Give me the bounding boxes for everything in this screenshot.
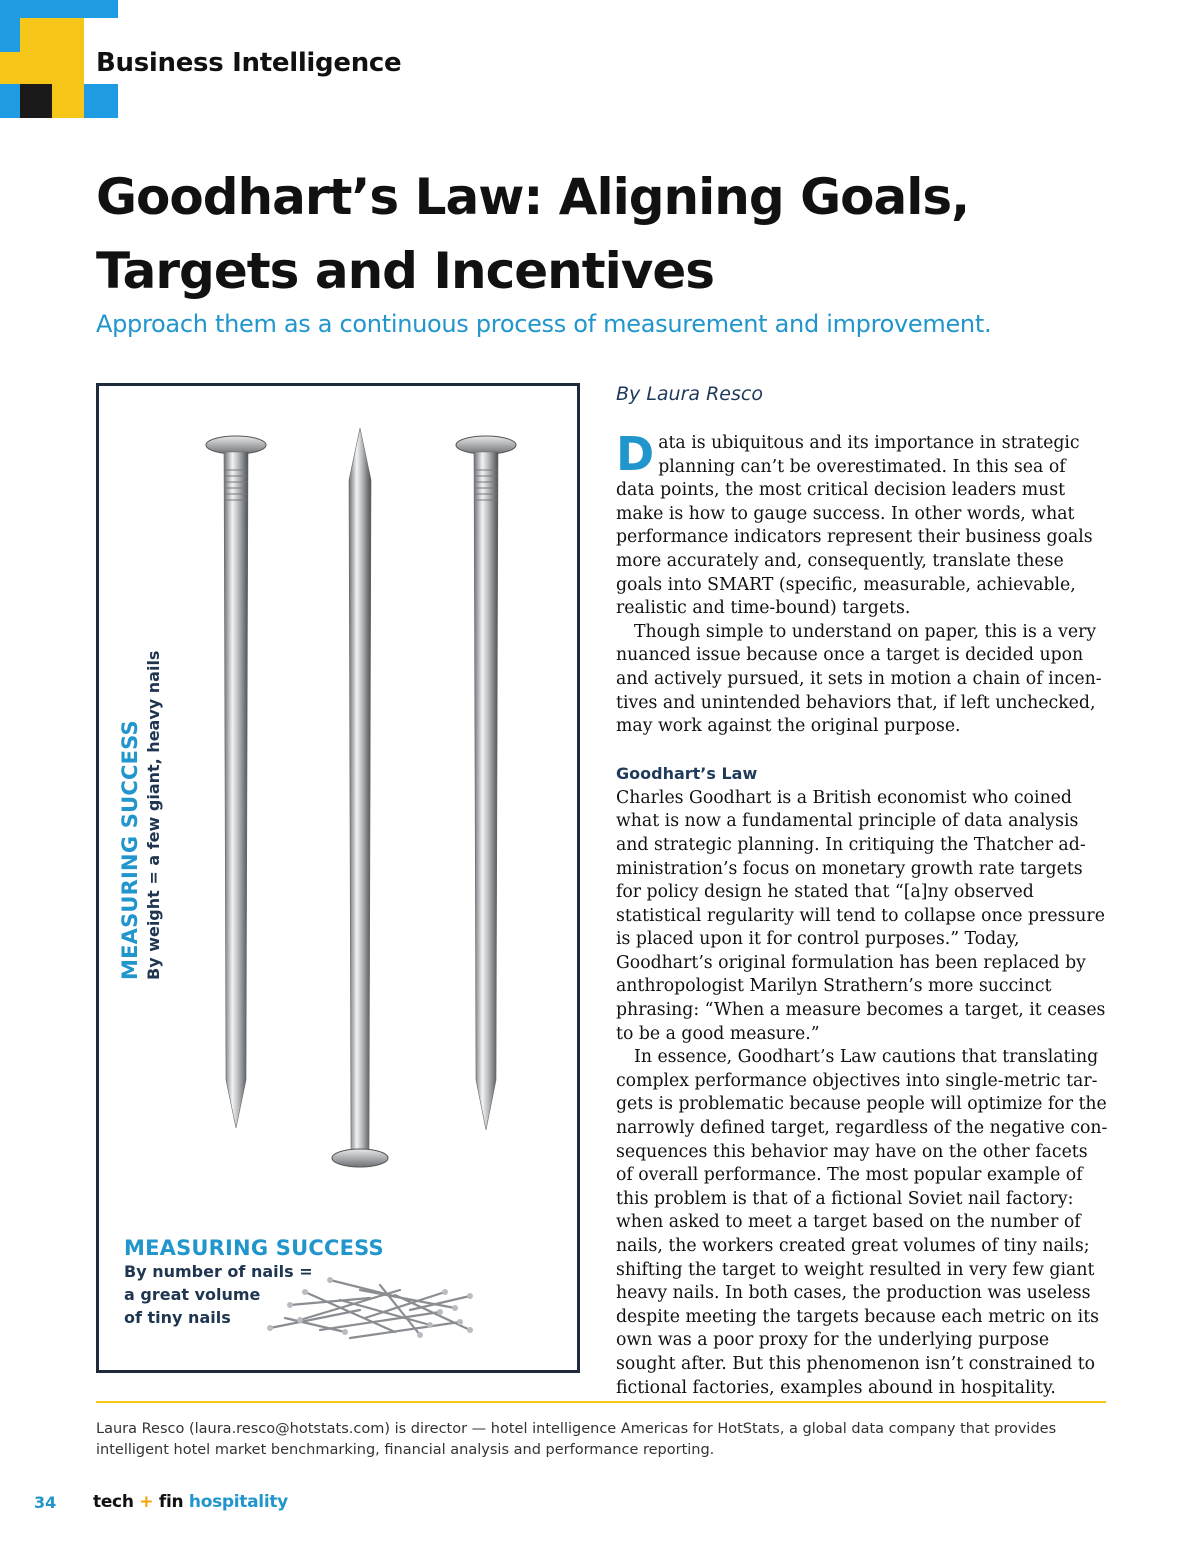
- article-deck: Approach them as a continuous process of measurement and improvement.: [96, 310, 992, 338]
- paragraph: Though simple to understand on paper, this is a very nuanced issue because once a target is decided upon and actively pursued, it sets in motion a chain of incentives and unintended behaviors that, if left unchecked, may work against the original purpose.: [616, 621, 1102, 737]
- paragraph: In essence, Goodhart’s Law cautions that translating complex performance objectives into single-metric targets is problematic because people will optimize for the narrowly defined target, regardless of the negative consequences this behavior may have on the other facets of overall performance. The most popular example of this problem is that of a fictional Soviet nail factory: when asked to meet a target based on the number of nails, the workers created great volumes of tiny nails; shifting the target to weight resulted in very few giant heavy nails. In both cases, the production was useless despite meeting the targets because each metric on its own was a poor proxy for the underlying purpose sought after. But this phenomenon isn’t constrained to fictional factories, examples abound in hospitality.: [616, 1047, 1108, 1398]
- giant-nail-right: [456, 436, 516, 1130]
- paragraph: [616, 427, 1108, 621]
- brand-hospitality: hospitality: [188, 1492, 288, 1512]
- bottom-caption: [124, 1236, 384, 1329]
- brand-tech: tech: [93, 1492, 134, 1512]
- brand-plus: +: [139, 1492, 154, 1512]
- footer-rule: [96, 1401, 1106, 1403]
- paragraph: Charles Goodhart is a British economist who coined what is now a fundamental principle of data analysis and strategic planning. In critiquing the Thatcher administration’s focus on monetary growth rate targets for policy design he stated that “[a]ny observed statistical regularity will tend to collapse once pressure is placed upon it for control purposes.” Today, Goodhart’s original formulation has been replaced by anthropologist Marilyn Strathern’s more succinct phrasing: “When a measure becomes a target, it ceases to be a good measure.”: [616, 787, 1106, 1044]
- byline: By Laura Resco: [616, 383, 763, 405]
- bottom-caption-line: of tiny nails: [124, 1308, 231, 1327]
- page-number: 34: [34, 1493, 57, 1512]
- author-bio: Laura Resco (laura.resco@hotstats.com) is director — hotel intelligence Americas for HotStats, a global data company that provides intelligent hotel market benchmarking, financial analysis and performance reporting.: [96, 1421, 1057, 1458]
- article-body: [616, 427, 1108, 1400]
- vertical-caption-title: MEASURING SUCCESS: [118, 720, 142, 980]
- vertical-caption-sub: By weight = a few giant, heavy nails: [144, 650, 163, 980]
- paragraph-text: ata is ubiquitous and its importance in strategic planning can’t be overestimated. In this sea of data points, the most critical decision leaders must make is how to gauge success. In other words, what performance indicators represent their business goals more accurately and, consequently, translate these goals into SMART (specific, measurable, achievable, realistic and time-bound) targets.: [616, 433, 1093, 619]
- bottom-caption-line: a great volume: [124, 1285, 261, 1304]
- drop-cap: D: [616, 427, 655, 481]
- vertical-caption: [118, 651, 165, 980]
- title-line-2: Targets and Incentives: [96, 242, 715, 300]
- giant-nail-left: [206, 436, 266, 1128]
- publication-brand: [93, 1492, 288, 1512]
- subhead: Goodhart’s Law: [616, 763, 758, 783]
- brand-fin: fin: [158, 1492, 184, 1512]
- giant-nail-middle: [332, 428, 388, 1167]
- title-line-1: Goodhart’s Law: Aligning Goals,: [96, 168, 970, 226]
- bottom-caption-line: By number of nails =: [124, 1262, 313, 1281]
- section-label: Business Intelligence: [96, 48, 402, 78]
- bottom-caption-title: MEASURING SUCCESS: [124, 1236, 384, 1260]
